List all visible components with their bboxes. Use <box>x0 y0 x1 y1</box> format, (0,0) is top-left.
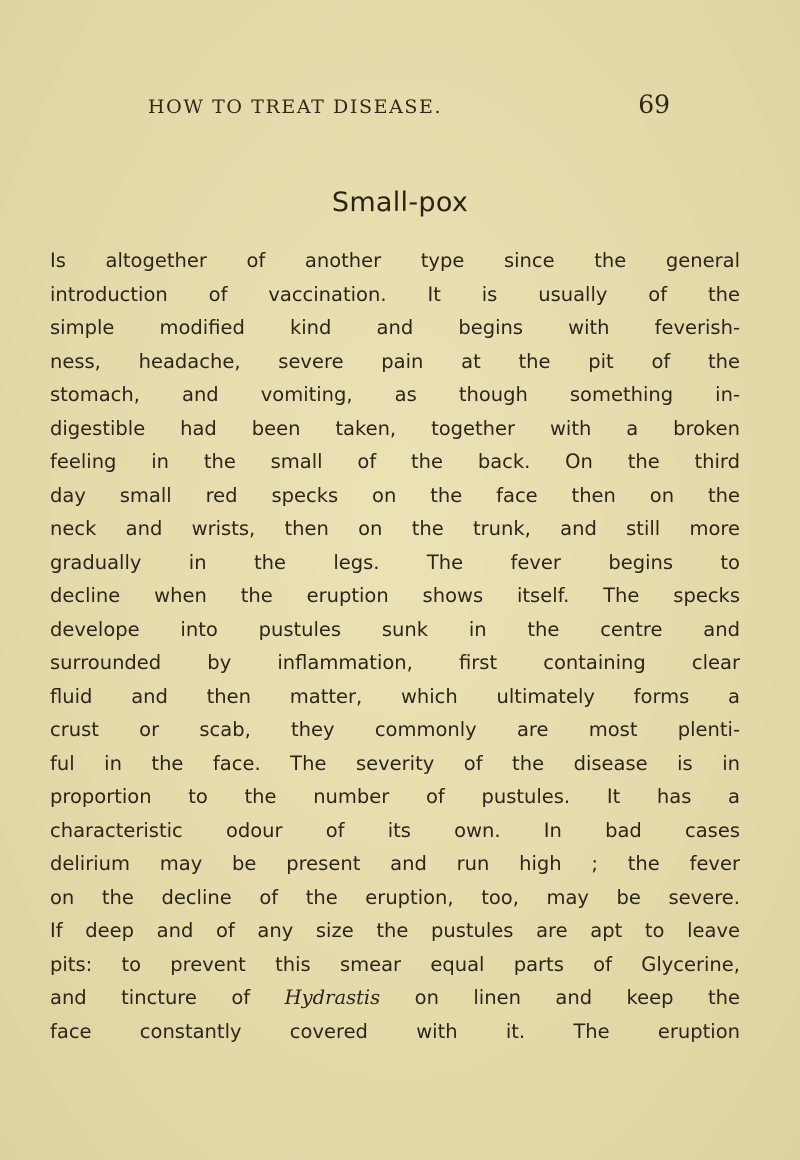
italic-term: Hydrastis <box>284 986 381 1009</box>
text-line: delirium may be present and run high ; the fever <box>50 852 740 875</box>
text-segment: on linen and keep the <box>380 986 740 1009</box>
section-heading: Small-pox <box>331 187 469 218</box>
text-line: surrounded by inflammation, first containing clear <box>50 651 740 674</box>
text-line: crust or scab, they commonly are most plenti- <box>50 718 740 741</box>
text-line: neck and wrists, then on the trunk, and still more <box>50 517 740 540</box>
text-line: introduction of vaccination. It is usually of the <box>50 282 740 306</box>
text-line: ful in the face. The severity of the disease is in <box>50 751 740 775</box>
text-segment: and tincture of <box>50 986 285 1009</box>
text-line: stomach, and vomiting, as though something in- <box>50 383 740 406</box>
text-line: decline when the eruption shows itself. The specks <box>50 584 740 607</box>
text-line: fluid and then matter, which ultimately forms a <box>50 684 740 708</box>
body-text <box>50 244 740 1048</box>
text-line: on the decline of the eruption, too, may be severe. <box>50 885 740 909</box>
text-line-with-italic <box>50 981 740 1015</box>
text-line: digestible had been taken, together with a broken <box>50 416 740 440</box>
text-line: If deep and of any size the pustules are apt to leave <box>50 919 740 942</box>
text-line: characteristic odour of its own. In bad cases <box>50 818 740 842</box>
text-line: face constantly covered with it. The eruption <box>50 1019 740 1043</box>
text-line: develope into pustules sunk in the centre and <box>50 617 740 641</box>
text-line: feeling in the small of the back. On the third <box>50 450 740 473</box>
text-line: ness, headache, severe pain at the pit of the <box>50 349 740 373</box>
text-line: proportion to the number of pustules. It has a <box>50 785 740 808</box>
text-line: Is altogether of another type since the general <box>50 249 740 272</box>
text-line: day small red specks on the face then on the <box>50 483 740 507</box>
text-line: pits: to prevent this smear equal parts of Glycerine, <box>50 952 740 976</box>
running-head <box>148 90 670 126</box>
text-line: simple modified kind and begins with feverish- <box>50 316 740 339</box>
page-number: 69 <box>638 90 670 119</box>
text-line: gradually in the legs. The fever begins to <box>50 550 740 574</box>
running-title: HOW TO TREAT DISEASE. <box>148 96 443 118</box>
